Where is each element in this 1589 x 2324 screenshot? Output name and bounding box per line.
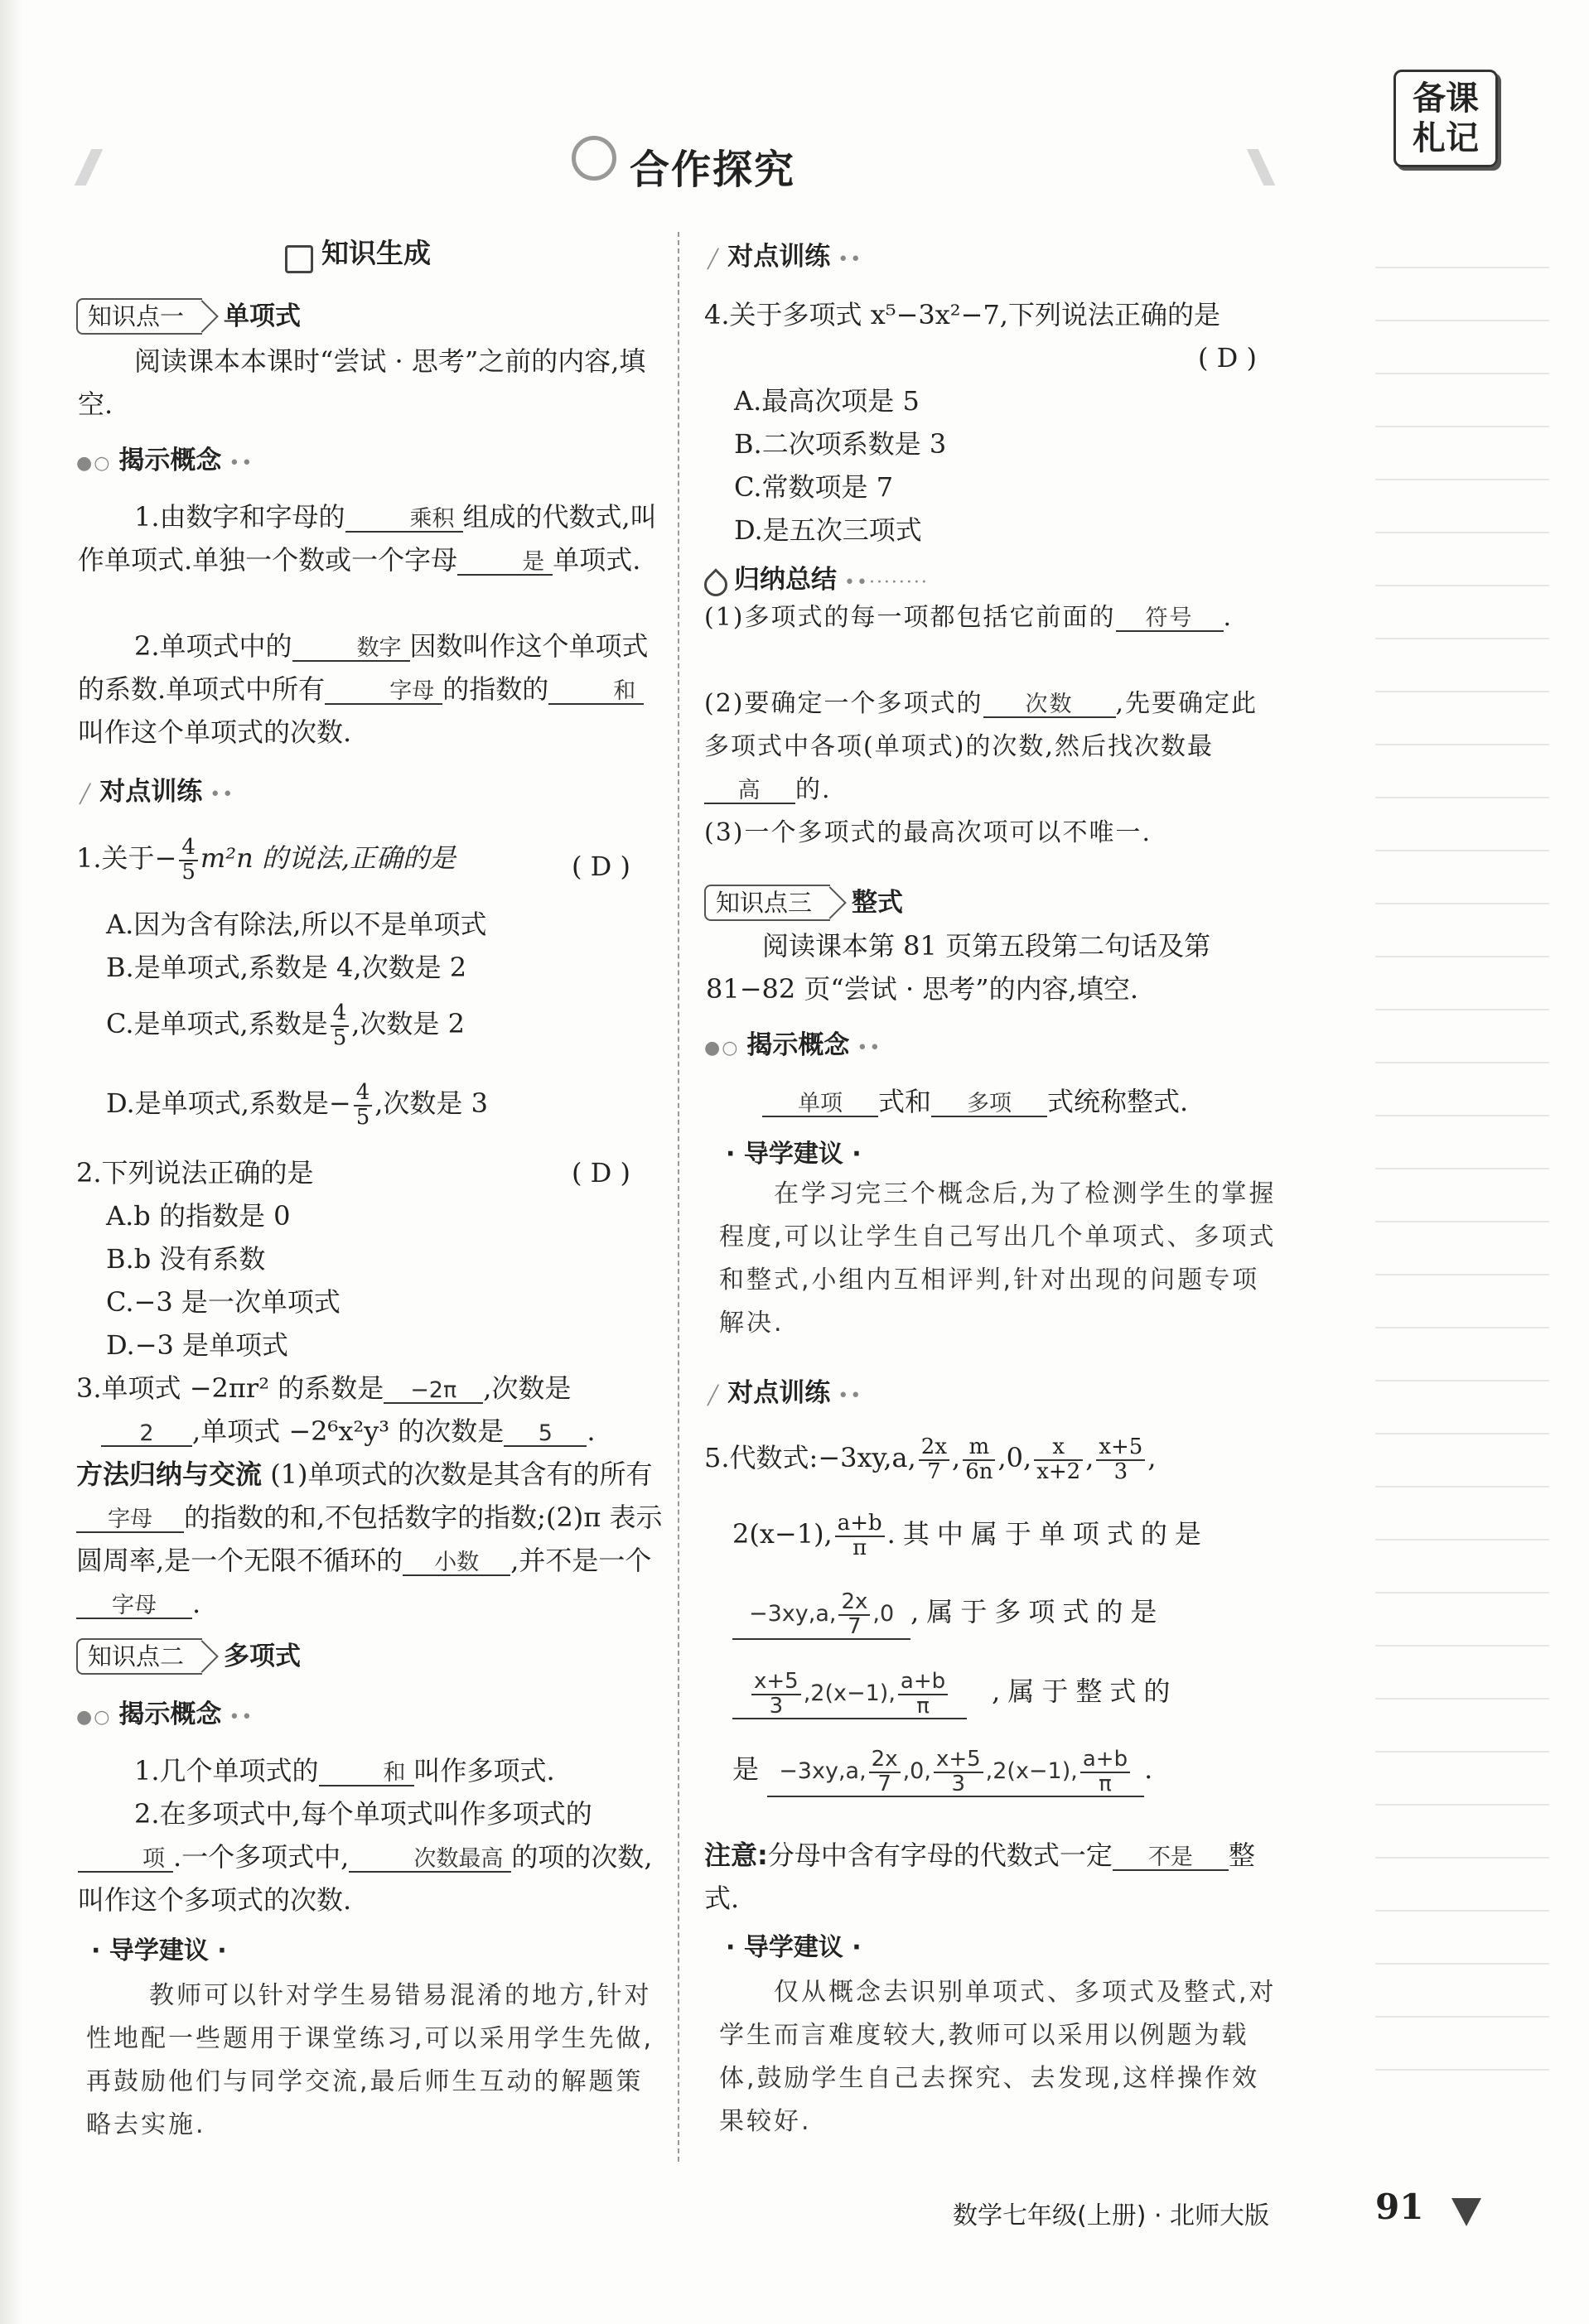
method-summary: 方法归纳与交流 (1)单项式的次数是其含有的所有字母 的指数的和,不包括数字的指数;(2)π 表示圆周率,是一个无限不循环的 小数 ,并不是一个字母 . — [76, 1459, 663, 1619]
answer-blank: 次数最高 — [349, 1848, 511, 1873]
q4-option-d: D.是五次三项式 — [734, 514, 922, 546]
q1-option-d: D.是单项式,系数是− $\frac{4}{5}$ ,次数是 3 — [106, 1080, 488, 1130]
answer-blank: 不是 — [1113, 1846, 1229, 1871]
answer-blank: 字母 — [76, 1594, 192, 1619]
guide-title-left: · 导学建议 · — [91, 1936, 227, 1965]
section-title: 知识生成 — [321, 237, 431, 269]
def-1: 1.几个单项式的 和 叫作多项式. — [134, 1755, 555, 1786]
guide-text-left: 教师可以针对学生易错易混淆的地方,针对性地配一些题用于课堂练习,可以采用学生先做,再鼓励他们与同学交流,最后师生互动的解题策略去实施. — [86, 1981, 654, 2139]
note-label: 注意: — [704, 1839, 768, 1871]
q5-line3: −3xy,a, $\frac{2x}{7}$ ,0 ,属于多项式的是 — [732, 1590, 1164, 1640]
concept2-heading: ●○ 揭示概念 •• — [76, 1700, 254, 1729]
notes-lines — [1375, 215, 1549, 2120]
magnifier-icon — [572, 136, 616, 181]
answer-blank: 项 — [78, 1848, 173, 1873]
kp3-name: 整式 — [852, 888, 904, 918]
answer-blank: 和 — [548, 680, 644, 705]
practice2-title: 对点训练 — [727, 1378, 831, 1408]
kp3-intro: 阅读课本第 81 页第五段第二句话及第 81−82 页“尝试 · 思考”的内容,填空. — [706, 930, 1211, 1005]
answer-blank: −2π — [384, 1379, 483, 1404]
footer-arrow-icon — [1451, 2198, 1481, 2226]
answer-blank: 次数 — [983, 693, 1116, 718]
practice-title-right: 对点训练 — [727, 242, 831, 272]
answer-blank: 字母 — [76, 1508, 184, 1533]
answer-blank: 是 — [457, 551, 553, 576]
guide1-title: · 导学建议 · — [726, 1140, 862, 1169]
answer-blank: 字母 — [325, 680, 442, 705]
summary-3: (3)一个多项式的最高次项可以不唯一. — [704, 818, 1152, 847]
q4-option-b: B.二次项系数是 3 — [734, 428, 947, 460]
q2-stem: 2.下列说法正确的是 — [76, 1157, 314, 1189]
header-left-slash — [75, 149, 104, 186]
q1-answer: ( D ) — [572, 851, 630, 882]
answer-blank: 多项 — [931, 1092, 1047, 1117]
column-divider — [678, 232, 679, 2162]
concept3-title: 揭示概念 — [746, 1030, 850, 1060]
section-knowledge-generation — [285, 232, 431, 273]
book-icon — [285, 245, 313, 273]
q5-line2: 2(x−1), $\frac{a+b}{\pi}$ .其中属于单项式的是 — [732, 1511, 1209, 1560]
kp2-header — [76, 1635, 301, 1675]
fraction: $\frac{4}{5}$ — [179, 837, 198, 884]
q2-option-a: A.b 的指数是 0 — [106, 1200, 291, 1232]
method-label: 方法归纳与交流 — [76, 1459, 263, 1490]
guide2-title: · 导学建议 · — [726, 1933, 862, 1962]
answer-blank-monomials: −3xy,a, $\frac{2x}{7}$ ,0 — [732, 1591, 910, 1640]
answer-blank: 2 — [101, 1422, 192, 1447]
concept2-title: 揭示概念 — [118, 1700, 222, 1729]
guide2-text: 仅从概念去识别单项式、多项式及整式,对学生而言难度较大,教师可以采用以例题为载体,鼓励学生自己去探究、去发现,这样操作效果较好. — [719, 1978, 1277, 2136]
page-number: 91 — [1375, 2187, 1424, 2227]
q3: 3.单项式 −2πr² 的系数是 −2π ,次数是2 ,单项式 −2⁶x²y³ 的次数是 5 . — [76, 1372, 596, 1447]
answer-blank: 5 — [504, 1422, 587, 1447]
concept-2: 2.单项式中的 数字 因数叫作这个单项式的系数.单项式中所有 字母 的指数的 和叫作这个单项式的次数. — [78, 630, 649, 748]
q4-option-c: C.常数项是 7 — [734, 471, 894, 503]
summary-1: (1)多项式的每一项都包括它前面的 符号 . — [704, 603, 1234, 632]
answer-blank: 高 — [704, 779, 795, 804]
concept3-heading: ●○ 揭示概念 •• — [704, 1030, 882, 1060]
q1-option-a: A.因为含有除法,所以不是单项式 — [106, 909, 487, 940]
q5-line5: 是 −3xy,a, $\frac{2x}{7}$ ,0, $\frac{x+5}{3}$ ,2(x−1), $\frac{a+b}{\pi}$ . — [732, 1747, 1153, 1796]
practice-title: 对点训练 — [99, 777, 203, 807]
answer-blank: 数字 — [292, 637, 410, 662]
page-edge-shadow — [0, 0, 23, 2324]
answer-blank: 和 — [319, 1762, 414, 1786]
answer-blank-polynomials: $\frac{x+5}{3}$ ,2(x−1), $\frac{a+b}{\pi}$ — [732, 1671, 967, 1719]
q5-line1: 5.代数式:−3xy,a, $\frac{2x}{7}$ , $\frac{m}{6n}$ ,0, $\frac{x}{x+2}$ , $\frac{x+5}{3}$ , — [704, 1434, 1157, 1484]
practice-heading: ╱ 对点训练 •• — [80, 777, 235, 807]
q2-option-c: C.−3 是一次单项式 — [106, 1286, 340, 1318]
q4-answer: ( D ) — [1198, 342, 1257, 374]
guide1-text: 在学习完三个概念后,为了检测学生的掌握程度,可以让学生自己写出几个单项式、多项式和整式,小组内互相评判,针对出现的问题专项解决. — [719, 1179, 1277, 1338]
header-right-slash — [1247, 149, 1276, 186]
kp2-name: 多项式 — [224, 1642, 302, 1671]
q1-stem: 1.关于− $\frac{4}{5}$ m²n 的说法,正确的是 — [76, 835, 456, 885]
kp3-header — [704, 881, 903, 921]
q5-line4: $\frac{x+5}{3}$ ,2(x−1), $\frac{a+b}{\pi}$ ,属于整式的 — [732, 1670, 1177, 1719]
summary-2: (2)要确定一个多项式的 次数 ,先要确定此多项式中各项(单项式)的次数,然后找次数最高 的. — [704, 689, 1258, 804]
q4-stem: 4.关于多项式 x⁵−3x²−7,下列说法正确的是 — [704, 299, 1220, 330]
corner-badge — [1393, 70, 1498, 167]
kp2-tag: 知识点二 — [76, 1638, 202, 1675]
summary-title: 归纳总结 — [734, 565, 837, 595]
answer-blank: 符号 — [1116, 607, 1224, 632]
kp1-name: 单项式 — [224, 301, 302, 331]
footer-book: 数学七年级(上册) · 北师大版 — [953, 2201, 1270, 2230]
concept-title: 揭示概念 — [118, 446, 222, 475]
answer-blank: 乘积 — [345, 508, 463, 533]
corner-badge-text: 备课札记 — [1413, 80, 1479, 157]
q1-option-b: B.是单项式,系数是 4,次数是 2 — [106, 952, 467, 983]
concept-1: 1.由数字和字母的 乘积 组成的代数式,叫作单项式.单独一个数或一个字母 是 单项式. — [78, 501, 657, 576]
practice-heading-right: ╱ 对点训练 •• — [708, 242, 863, 272]
note: 注意:分母中含有字母的代数式一定 不是 整式. — [704, 1839, 1255, 1914]
answer-blank: 小数 — [403, 1551, 510, 1576]
kp1-intro: 阅读课本本课时“尝试 · 思考”之前的内容,填空. — [78, 345, 646, 420]
summary-heading: 归纳总结 ••········ — [704, 558, 929, 596]
q1-option-c: C.是单项式,系数是 $\frac{4}{5}$ ,次数是 2 — [106, 1000, 465, 1050]
q4-option-a: A.最高次项是 5 — [734, 385, 920, 417]
q2-option-b: B.b 没有系数 — [106, 1243, 266, 1275]
answer-blank-integral: −3xy,a, $\frac{2x}{7}$ ,0, $\frac{x+5}{3}$ ,2(x−1), $\frac{a+b}{\pi}$ — [767, 1748, 1144, 1797]
concept-heading: ●○ 揭示概念 •• — [76, 446, 254, 475]
answer-blank: 单项 — [762, 1092, 878, 1117]
q2-option-d: D.−3 是单项式 — [106, 1329, 289, 1361]
kp1-tag: 知识点一 — [76, 298, 202, 335]
kp3-tag: 知识点三 — [704, 885, 830, 921]
kp1-header — [76, 295, 301, 335]
q2-answer: ( D ) — [572, 1157, 630, 1189]
def-2: 2.在多项式中,每个单项式叫作多项式的项 .一个多项式中, 次数最高 的项的次数,叫作这个多项式的次数. — [78, 1798, 653, 1916]
page-title: 合作探究 — [630, 147, 796, 193]
integral-def: 单项 式和 多项 式统称整式. — [762, 1080, 1188, 1123]
practice2-heading: ╱ 对点训练 •• — [708, 1378, 863, 1408]
